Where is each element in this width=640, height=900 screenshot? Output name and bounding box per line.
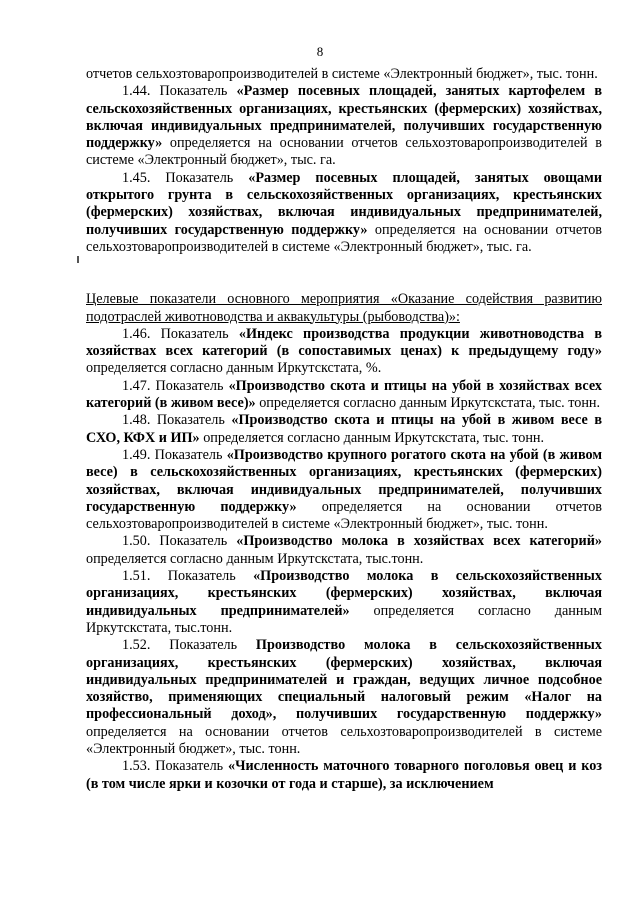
paragraph-p149 bbox=[86, 447, 602, 533]
paragraphs-before-heading bbox=[86, 66, 602, 256]
paragraph-text: определяется согласно данным Иркутскстата, тыс. тонн. bbox=[255, 395, 601, 412]
page-number: 8 bbox=[316, 44, 324, 59]
paragraph-text: определяется на основании отчетов сельхозтоваропроизводителей в системе «Электронный бюджет», тыс. тонн. bbox=[86, 498, 602, 533]
paragraph-text: определяется согласно данным Иркутскстата, %. bbox=[86, 360, 382, 377]
paragraph-text: 1.48. Показатель bbox=[122, 412, 232, 429]
paragraph-text: 1.50. Показатель bbox=[122, 533, 237, 550]
paragraph-text: 1.52. Показатель bbox=[122, 637, 256, 654]
indicator-name: «Производство скота и птицы на убой в живом весе в СХО, КФХ и ИП» bbox=[86, 412, 602, 446]
paragraph-text: определяется согласно данным Иркутскстата, тыс. тонн. bbox=[199, 429, 545, 446]
paragraph-text: 1.49. Показатель bbox=[122, 446, 227, 463]
indicator-name: «Численность маточного товарного поголовья овец и коз (в том числе ярки и козочки от года и старше), за исключением bbox=[86, 758, 602, 792]
paragraph-p148 bbox=[86, 412, 602, 447]
paragraph-text: 1.51. Показатель bbox=[122, 568, 254, 585]
paragraph-text: определяется на основании отчетов сельхозтоваропроизводителей в системе «Электронный бюджет», тыс. га. bbox=[86, 135, 602, 169]
paragraph-text: 1.45. Показатель bbox=[122, 169, 249, 186]
paragraph-text: отчетов сельхозтоваропроизводителей в системе «Электронный бюджет», тыс. тонн. bbox=[86, 66, 598, 82]
indicator-name: «Производство крупного рогатого скота на убой (в живом весе) в сельскохозяйственных организациях, крестьянских (фермерских) хозяйствах, включая индивидуальных предпринимателей, получивших государственную поддержку» bbox=[86, 446, 602, 515]
paragraph-text: определяется согласно данным Иркутскстата, тыс.тонн. bbox=[86, 602, 602, 636]
paragraph-p152 bbox=[86, 637, 602, 758]
indicator-name: «Размер посевных площадей, занятых картофелем в сельскохозяйственных организациях, крестьянских (фермерских) хозяйствах, включая индивидуальных предпринимателей, получивших государственную поддержку» bbox=[86, 83, 603, 152]
indicator-name: «Производство скота и птицы на убой в хозяйствах всех категорий (в живом весе)» bbox=[86, 377, 603, 412]
document-body bbox=[86, 66, 602, 793]
indicator-name: «Индекс производства продукции животноводства в хозяйствах всех категорий (в сопоставимых ценах) к предыдущему году» bbox=[86, 325, 602, 360]
paragraph-p150 bbox=[86, 533, 602, 568]
paragraph-text: определяется на основании отчетов сельхозтоваропроизводителей в системе «Электронный бюджет», тыс. га. bbox=[86, 221, 602, 255]
section-heading: Целевые показатели основного мероприятия «Оказание содействия развитию подотраслей животноводства и аквакультуры (рыбоводства)»: bbox=[86, 291, 602, 325]
spacer bbox=[86, 256, 602, 291]
paragraph-p151 bbox=[86, 568, 602, 637]
paragraph-p147 bbox=[86, 378, 602, 413]
paragraph-p153 bbox=[86, 758, 602, 793]
paragraph-text: определяется на основании отчетов сельхозтоваропроизводителей в системе «Электронный бюджет», тыс. тонн. bbox=[86, 723, 602, 757]
indicator-name: «Производство молока в хозяйствах всех категорий» bbox=[236, 533, 602, 550]
paragraph-text: 1.44. Показатель bbox=[122, 83, 237, 100]
paragraph-text: определяется согласно данным Иркутскстата, тыс.тонн. bbox=[86, 550, 424, 567]
paragraph-text: 1.53. Показатель bbox=[122, 758, 228, 775]
paragraph-text: 1.46. Показатель bbox=[122, 325, 239, 342]
indicator-name: Производство молока в сельскохозяйственных организациях, крестьянских (фермерских) хозяйствах, включая индивидуальных предпринимателей и граждан, ведущих личное подсобное хозяйство, применяющих специальный налоговый режим «Налог на профессиональный доход», получивших государственную поддержку» bbox=[86, 637, 602, 723]
indicator-name: «Производство молока в сельскохозяйственных организациях, крестьянских (фермерских) хозяйствах, включая индивидуальных предпринимателей» bbox=[86, 568, 602, 619]
paragraph-text: 1.47. Показатель bbox=[122, 377, 229, 394]
paragraph-p145 bbox=[86, 170, 602, 256]
paragraph-p144 bbox=[86, 83, 602, 169]
margin-mark bbox=[77, 256, 79, 263]
paragraph-p0 bbox=[86, 66, 602, 83]
indicator-name: «Размер посевных площадей, занятых овощами открытого грунта в сельскохозяйственных организациях, крестьянских (фермерских) хозяйствах, включая индивидуальных предпринимателей, получивших государственную поддержку» bbox=[86, 169, 602, 238]
paragraph-p146 bbox=[86, 326, 602, 378]
paragraphs-after-heading bbox=[86, 326, 602, 793]
